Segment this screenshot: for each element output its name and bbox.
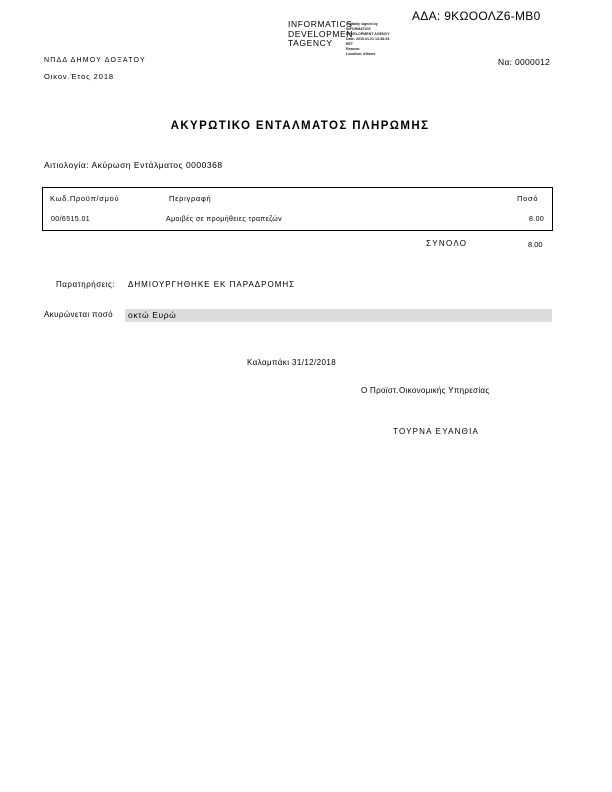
- row-description: Αμοιβές σε προμήθειες τραπεζών: [166, 216, 282, 223]
- signer-name: ΤΟΥΡΝΑ ΕΥΑΝΘΙΑ: [393, 427, 480, 436]
- stamp-line: INFORMATICS: [346, 27, 371, 31]
- column-header-amount: Ποσό: [517, 194, 539, 203]
- organization-name: ΝΠΔΔ ΔΗΜΟΥ ΔΟΞΑΤΟΥ: [44, 57, 146, 64]
- notes-label: Παρατηρήσεις:: [56, 280, 116, 289]
- stamp-line: Location: Athens: [346, 52, 376, 56]
- place-date: Καλαμπάκι 31/12/2018: [247, 358, 337, 367]
- stamp-line: Digitally signed by: [346, 22, 378, 26]
- agency-line: DEVELOPMEN: [288, 28, 354, 39]
- amount-in-words-label: Ακυρώνεται ποσό: [44, 310, 113, 319]
- row-amount: 8.00: [529, 216, 545, 223]
- signing-agency: [288, 20, 353, 49]
- agency-line: INFORMATICS: [288, 19, 353, 29]
- stamp-line: Date: 2019.01.21 13:38:33: [346, 37, 390, 41]
- stamp-line: Reason:: [346, 47, 361, 51]
- total-label: ΣΥΝΟΛΟ: [426, 239, 468, 248]
- column-header-code: Κωδ.Προϋπ/σμού: [50, 194, 120, 203]
- document-number: Να: 0000012: [498, 57, 551, 67]
- reason-text: Αιτιολογία: Ακύρωση Εντάλματος 0000368: [44, 160, 223, 170]
- agency-line: TAGENCY: [288, 38, 333, 48]
- notes-value: ΔΗΜΙΟΥΡΓΗΘΗΚΕ ΕΚ ΠΑΡΑΔΡΟΜΗΣ: [128, 280, 296, 289]
- row-code: 00/6515.01: [51, 216, 91, 223]
- amount-in-words-value: οκτώ Ευρώ: [128, 310, 177, 320]
- fiscal-year: Οικον.Έτος 2018: [44, 72, 114, 81]
- column-header-description: Περιγραφή: [169, 194, 212, 203]
- amount-in-words-highlight: [125, 309, 552, 322]
- stamp-line: EET: [346, 42, 353, 46]
- document-title: ΑΚΥΡΩΤΙΚΟ ΕΝΤΑΛΜΑΤΟΣ ΠΛΗΡΩΜΗΣ: [170, 120, 430, 132]
- digital-signature-stamp: [346, 22, 390, 57]
- signer-title: Ο Προϊστ.Οικονομικής Υπηρεσίας: [361, 386, 490, 395]
- items-table: [42, 187, 553, 231]
- ada-code: ΑΔΑ: 9ΚΩΟΟΛΖ6-ΜΒ0: [412, 9, 541, 23]
- total-value: 8.00: [528, 240, 543, 249]
- stamp-line: DEVELOPMENT AGENCY: [346, 32, 390, 36]
